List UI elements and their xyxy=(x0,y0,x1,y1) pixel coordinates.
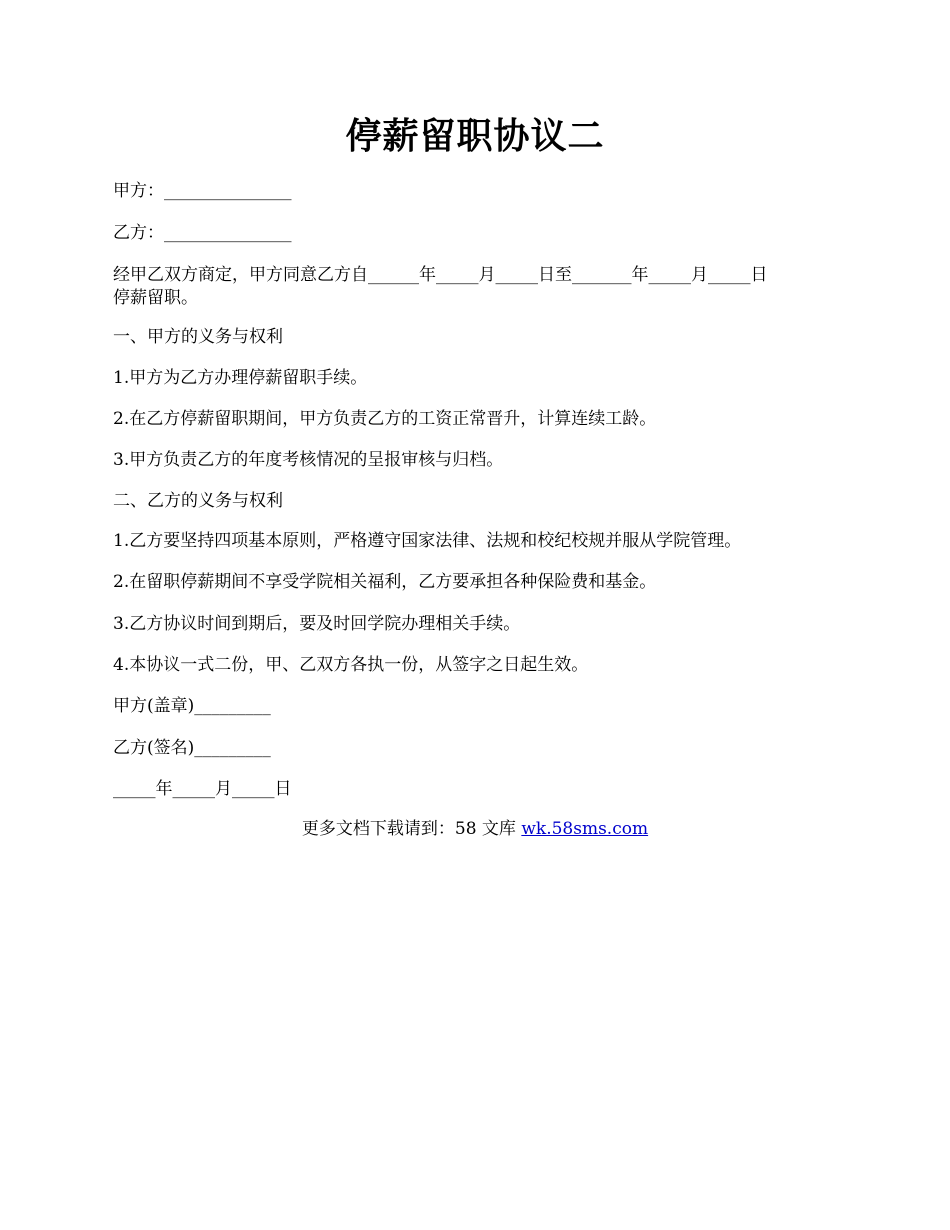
sign-party-b: 乙方(签名)_________ xyxy=(113,738,271,758)
section-1-item: 1.甲方为乙方办理停薪留职手续。 xyxy=(113,368,368,388)
section-2-item: 2.在留职停薪期间不享受学院相关福利，乙方要承担各种保险费和基金。 xyxy=(113,572,657,592)
sign-party-a: 甲方(盖章)_________ xyxy=(113,696,271,716)
section-1-item: 2.在乙方停薪留职期间，甲方负责乙方的工资正常晋升，计算连续工龄。 xyxy=(113,409,657,429)
section-1-item: 3.甲方负责乙方的年度考核情况的呈报审核与归档。 xyxy=(113,450,504,470)
footer xyxy=(0,818,950,840)
intro-line-2: 停薪留职。 xyxy=(113,288,198,308)
section-2-heading: 二、乙方的义务与权利 xyxy=(113,491,283,511)
party-b-line: 乙方：_______________ xyxy=(113,223,292,243)
section-2-item: 4.本协议一式二份，甲、乙双方各执一份，从签字之日起生效。 xyxy=(113,655,589,675)
section-2-item: 1.乙方要坚持四项基本原则，严格遵守国家法律、法规和校纪校规并服从学院管理。 xyxy=(113,531,742,551)
footer-link[interactable]: wk.58sms.com xyxy=(521,819,649,839)
sign-date: _____年_____月_____日 xyxy=(113,779,292,799)
intro-line-1: 经甲乙双方商定，甲方同意乙方自______年_____月_____日至_______年_____月_____日 xyxy=(113,265,768,285)
page-title: 停薪留职协议二 xyxy=(345,115,605,157)
section-2-item: 3.乙方协议时间到期后，要及时回学院办理相关手续。 xyxy=(113,614,521,634)
party-a-line: 甲方：_______________ xyxy=(113,181,292,201)
section-1-heading: 一、甲方的义务与权利 xyxy=(113,327,283,347)
footer-prefix: 更多文档下载请到：58 文库 xyxy=(301,819,522,839)
